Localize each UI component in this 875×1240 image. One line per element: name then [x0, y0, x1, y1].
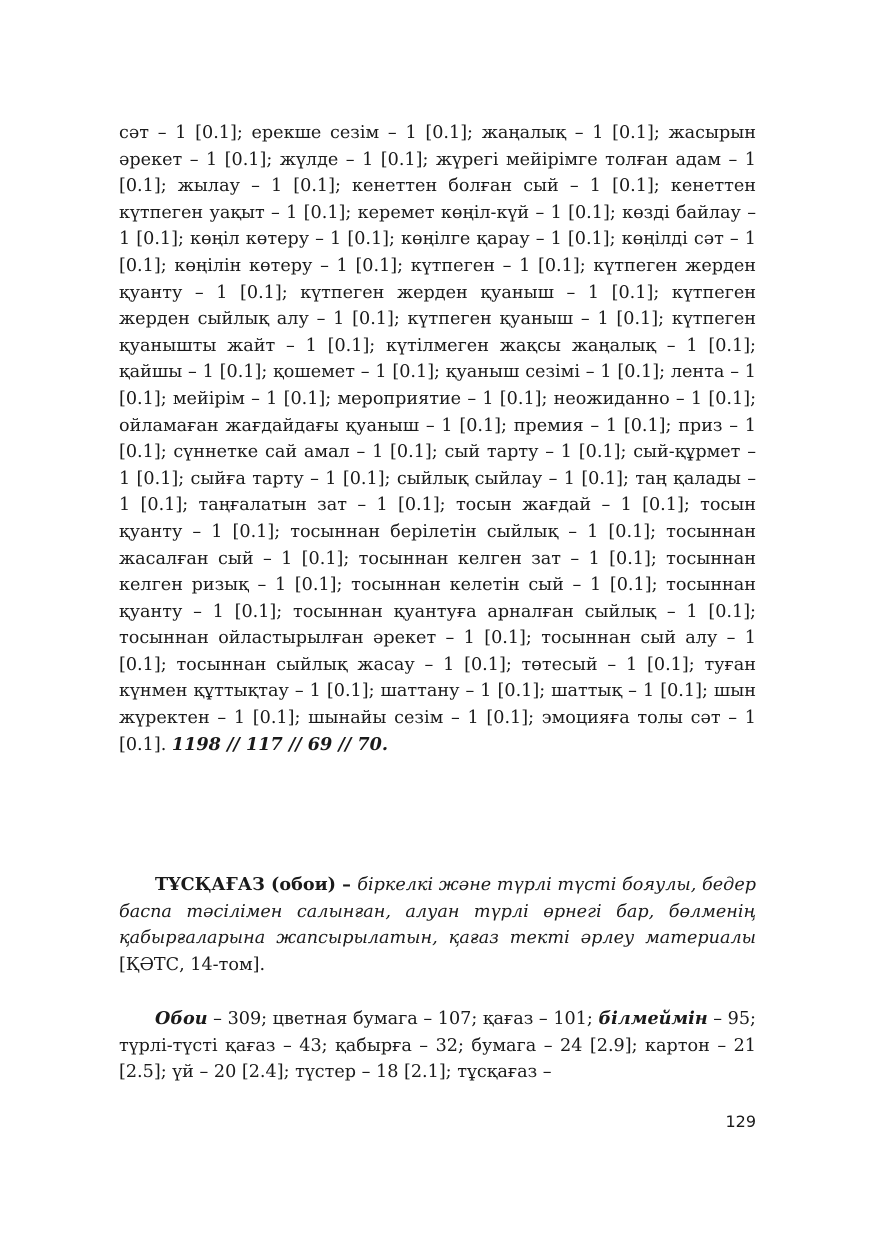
responses-paragraph	[119, 1006, 756, 1086]
totals-end-mark: .	[381, 733, 389, 755]
entry-source: [ҚӘТС, 14-том].	[119, 954, 266, 975]
responses-part-1: – 309; цветная бумага – 107; қағаз – 101;	[207, 1009, 599, 1029]
idk-response: білмеймін	[598, 1008, 708, 1029]
dictionary-entry	[119, 872, 756, 978]
entry-headword: ТҰСҚАҒАЗ (обои) –	[155, 874, 358, 895]
responses-list-text: сәт – 1 [0.1]; ерекше сезім – 1 [0.1]; жаңалық – 1 [0.1]; жасырын әрекет – 1 [0.1]; жүлде – 1 [0.1]; жүрегі мейірімге толған адам – 1 [0.1]; жылау – 1 [0.1]; кенеттен болған сый – 1 [0.1]; кенеттен күтпеген уақыт – 1 [0.1]; керемет көңіл-күй – 1 [0.1]; көзді байлау – 1 [0.1]; көңіл көтеру – 1 [0.1]; көңілге қарау – 1 [0.1]; көңілді сәт – 1 [0.1]; көңілін көтеру – 1 [0.1]; күтпеген – 1 [0.1]; күтпеген жерден қуанту – 1 [0.1]; күтпеген жерден қуаныш – 1 [0.1]; күтпеген жерден сыйлық алу – 1 [0.1]; күтпеген қуаныш – 1 [0.1]; күтпеген қуанышты жайт – 1 [0.1]; күтілмеген жақсы жаңалық – 1 [0.1]; қайшы – 1 [0.1]; қошемет – 1 [0.1]; қуаныш сезімі – 1 [0.1]; лента – 1 [0.1]; мейірім – 1 [0.1]; мероприятие – 1 [0.1]; неожиданно – 1 [0.1]; ойламаған жағдайдағы қуаныш – 1 [0.1]; премия – 1 [0.1]; приз – 1 [0.1]; сүннетке сай амал – 1 [0.1]; сый тарту – 1 [0.1]; сый-құрмет – 1 [0.1]; сыйға тарту – 1 [0.1]; сыйлық сыйлау – 1 [0.1]; таң қалады – 1 [0.1]; таңғалатын зат – 1 [0.1]; тосын жағдай – 1 [0.1]; тосын қуанту – 1 [0.1]; тосыннан берілетін сыйлық – 1 [0.1]; тосыннан жасалған сый – 1 [0.1]; тосыннан келген зат – 1 [0.1]; тосыннан келген ризық – 1 [0.1]; тосыннан келетін сый – 1 [0.1]; тосыннан қуанту – 1 [0.1]; тосыннан қуантуға арналған сыйлық – 1 [0.1]; тосыннан ойластырылған әрекет – 1 [0.1]; тосыннан сый алу – 1 [0.1]; тосыннан сыйлық жасау – 1 [0.1]; төтесый – 1 [0.1]; туған күнмен құттықтау – 1 [0.1]; шаттану – 1 [0.1]; шаттық – 1 [0.1]; шын жүректен – 1 [0.1]; шынайы сезім – 1 [0.1]; эмоцияға толы сәт – 1 [0.1].	[119, 123, 756, 755]
totals-summary: 1198 // 117 // 69 // 70	[171, 733, 382, 755]
entry-definition: біркелкі және түрлі түсті бояулы, бедер баспа тәсілімен салынған, алуан түрлі өрнегі бар, бөлменің қабырғаларына жапсырылатын, қағаз текті әрлеу материалы	[119, 875, 757, 949]
page-number: 129	[725, 1112, 756, 1131]
stimulus-word: Обои	[155, 1008, 208, 1029]
responses-paragraph-continued	[119, 120, 756, 758]
responses-part-2: – 95; түрлі-түсті қағаз – 43; қабырға – 32; бумага – 24 [2.9]; картон – 21 [2.5]; үй – 20 [2.4]; түстер – 18 [2.1]; тұсқағаз –	[119, 1009, 756, 1083]
